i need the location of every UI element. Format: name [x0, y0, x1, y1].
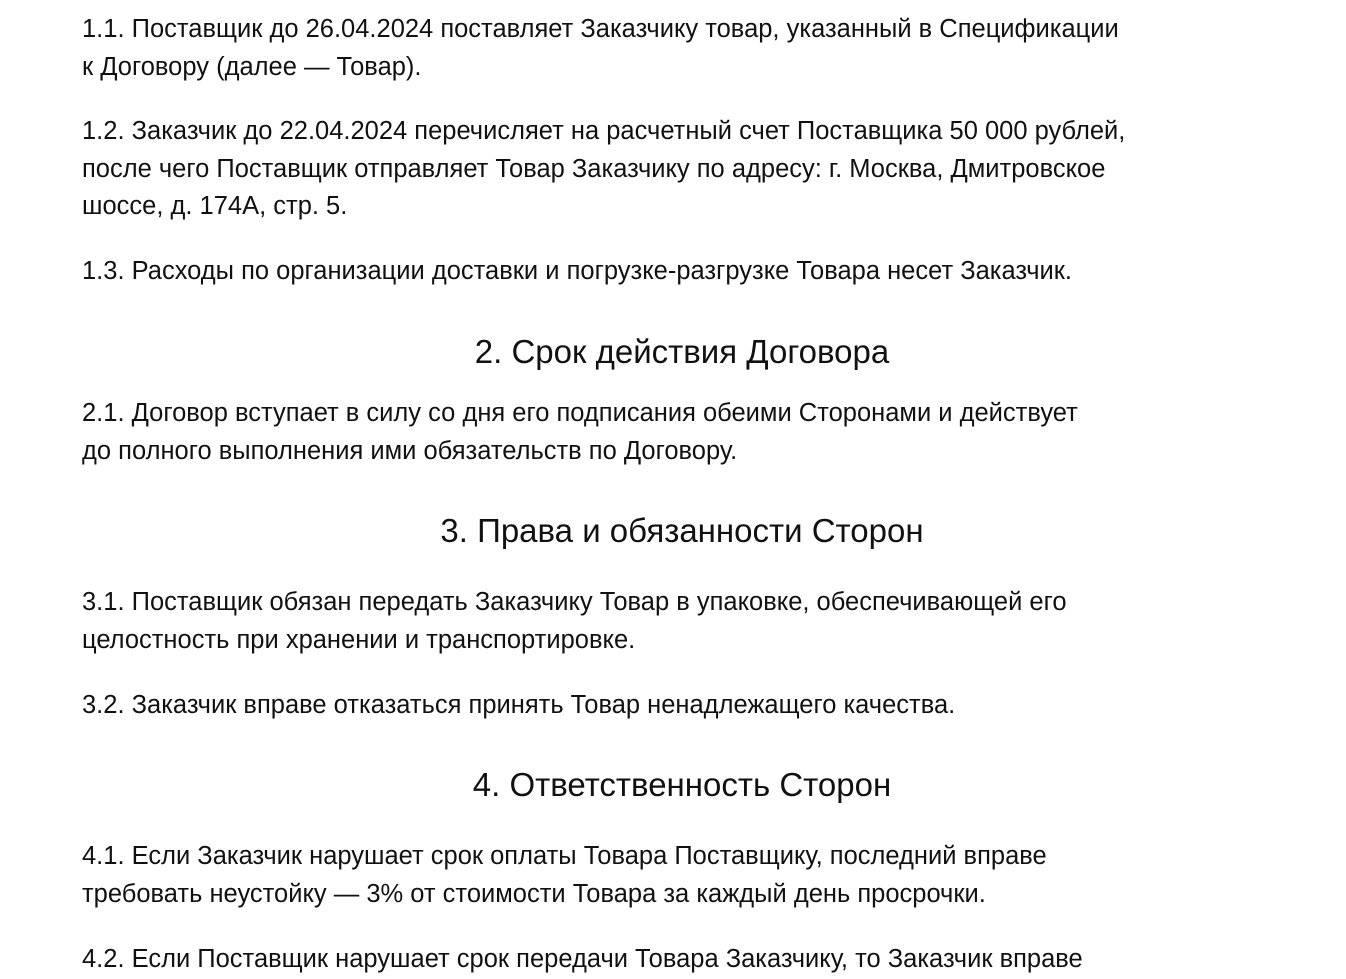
clause-4-2 — [82, 941, 1083, 979]
clause-1-1 — [82, 11, 1119, 86]
clause-line: 1.1. Поставщик до 26.04.2024 поставляет Заказчику товар, указанный в Спецификации — [82, 15, 1119, 43]
clause-line: требовать неустойку — 3% от стоимости Товара за каждый день просрочки. — [82, 879, 986, 908]
clause-3-2 — [82, 687, 955, 725]
section-heading-2: 2. Срок действия Договора — [474, 333, 890, 370]
clause-line: 1.2. Заказчик до 22.04.2024 перечисляет на расчетный счет Поставщика 50 000 рублей, — [82, 117, 1126, 145]
clause-line: к Договору (далее — Товар). — [82, 52, 422, 81]
clause-line: целостность при хранении и транспортировке. — [82, 625, 636, 654]
clause-line: после чего Поставщик отправляет Товар Заказчику по адресу: г. Москва, Дмитровское — [82, 154, 1106, 183]
clause-4-1 — [82, 838, 1047, 913]
clause-3-1 — [82, 584, 1067, 659]
clause-line: 4.1. Если Заказчик нарушает срок оплаты Товара Поставщику, последний вправе — [82, 842, 1047, 870]
section-heading-3: 3. Права и обязанности Сторон — [440, 512, 924, 549]
clause-line: до полного выполнения ими обязательств по Договору. — [82, 436, 738, 465]
clause-2-1 — [82, 395, 1078, 470]
clause-1-2 — [82, 113, 1125, 226]
clause-1-3 — [82, 253, 1072, 291]
clause-line: 3.1. Поставщик обязан передать Заказчику Товар в упаковке, обеспечивающей его — [82, 588, 1067, 616]
clause-line: 1.3. Расходы по организации доставки и погрузке-разгрузке Товара несет Заказчик. — [82, 257, 1073, 285]
clause-line: 3.2. Заказчик вправе отказаться принять Товар ненадлежащего качества. — [82, 691, 956, 719]
clause-line: шоссе, д. 174А, стр. 5. — [82, 192, 348, 220]
section-heading-4: 4. Ответственность Сторон — [472, 766, 892, 803]
clause-line: 2.1. Договор вступает в силу со дня его подписания обеими Сторонами и действует — [82, 399, 1078, 427]
clause-line: 4.2. Если Поставщик нарушает срок передачи Товара Заказчику, то Заказчик вправе — [82, 945, 1083, 973]
